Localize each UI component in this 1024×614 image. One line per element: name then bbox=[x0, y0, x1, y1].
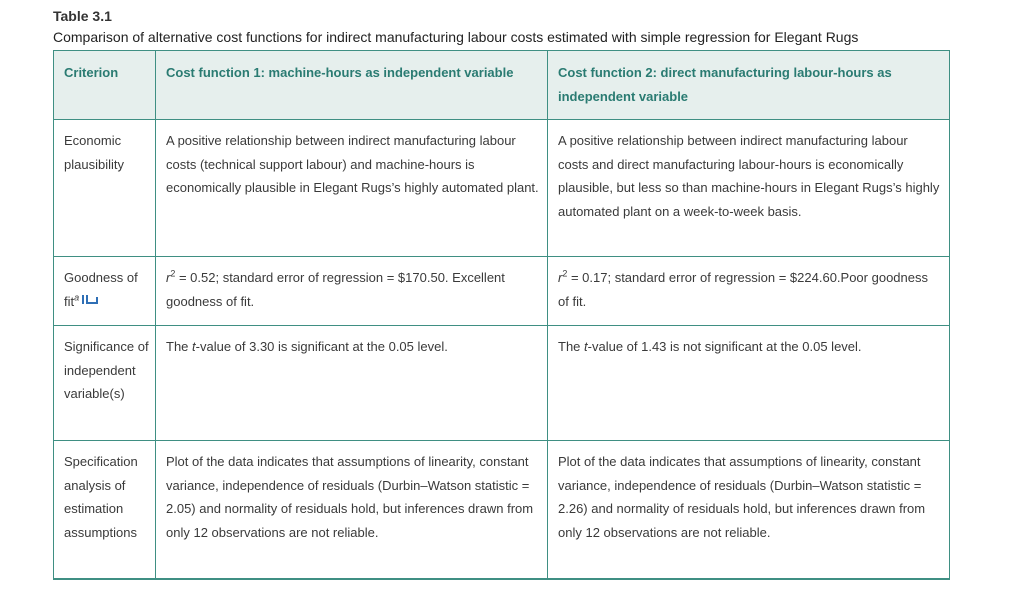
table-row-goodness-of-fit bbox=[54, 257, 950, 326]
cf2-cell: Plot of the data indicates that assumptions of linearity, constant variance, independence of residuals (Durbin–Watson statistic = 2.26) and normality of residuals hold, but inferences drawn from only 12 observations are not reliable. bbox=[548, 441, 950, 580]
cf1-text-pre: The bbox=[166, 339, 193, 354]
cf2-text: -value of 1.43 is not significant at the 0.05 level. bbox=[587, 339, 862, 354]
cf2-text: = 0.17; standard error of regression = $224.60.Poor goodness of fit. bbox=[558, 270, 928, 309]
table-row-specification-analysis bbox=[54, 441, 950, 580]
t-symbol: t bbox=[192, 339, 196, 354]
cf2-cell bbox=[548, 326, 950, 441]
criterion-cell: Specification analysis of estimation assumptions bbox=[54, 441, 156, 580]
footnote-marker: a bbox=[74, 292, 80, 303]
criterion-cell: Economic plausibility bbox=[54, 120, 156, 257]
cf1-cell: Plot of the data indicates that assumptions of linearity, constant variance, independence of residuals (Durbin–Watson statistic = 2.05) and normality of residuals hold, but inferences drawn from only 12 observations are not reliable. bbox=[156, 441, 548, 580]
table-container bbox=[53, 0, 949, 580]
table-caption: Comparison of alternative cost functions for indirect manufacturing labour costs estimated with simple regression for Elegant Rugs bbox=[53, 29, 859, 45]
r-squared-exponent: 2 bbox=[562, 268, 568, 279]
comparison-table bbox=[53, 50, 950, 580]
r-symbol: r bbox=[558, 270, 563, 285]
cf2-cell: A positive relationship between indirect manufacturing labour costs and direct manufacturing labour-hours is economically plausible, but less so than machine-hours in Elegant Rugs’s highly automated plant on a week-to-week basis. bbox=[548, 120, 950, 257]
t-symbol: t bbox=[584, 339, 588, 354]
criterion-text: Goodness of fit bbox=[64, 270, 138, 309]
cf1-text: = 0.52; standard error of regression = $170.50. Excellent goodness of fit. bbox=[166, 270, 505, 309]
cf1-cell: A positive relationship between indirect manufacturing labour costs (technical support labour) and machine-hours is economically plausible in Elegant Rugs’s highly automated plant. bbox=[156, 120, 548, 257]
r-squared-exponent: 2 bbox=[170, 268, 176, 279]
cf2-text-pre: The bbox=[558, 339, 585, 354]
bracket-link-icon[interactable] bbox=[82, 289, 99, 313]
cf1-cell bbox=[156, 257, 548, 326]
cf1-text: -value of 3.30 is significant at the 0.05 level. bbox=[195, 339, 448, 354]
table-row-significance bbox=[54, 326, 950, 441]
header-cost-function-2: Cost function 2: direct manufacturing labour-hours as independent variable bbox=[548, 51, 950, 120]
table-label: Table 3.1 bbox=[53, 8, 112, 24]
criterion-cell bbox=[54, 257, 156, 326]
cf1-cell bbox=[156, 326, 548, 441]
header-criterion: Criterion bbox=[54, 51, 156, 120]
header-cost-function-1: Cost function 1: machine-hours as independent variable bbox=[156, 51, 548, 120]
cf2-cell bbox=[548, 257, 950, 326]
r-symbol: r bbox=[166, 270, 171, 285]
table-row-economic-plausibility bbox=[54, 120, 950, 257]
criterion-cell: Significance of independent variable(s) bbox=[54, 326, 156, 441]
table-header-row bbox=[54, 51, 950, 120]
